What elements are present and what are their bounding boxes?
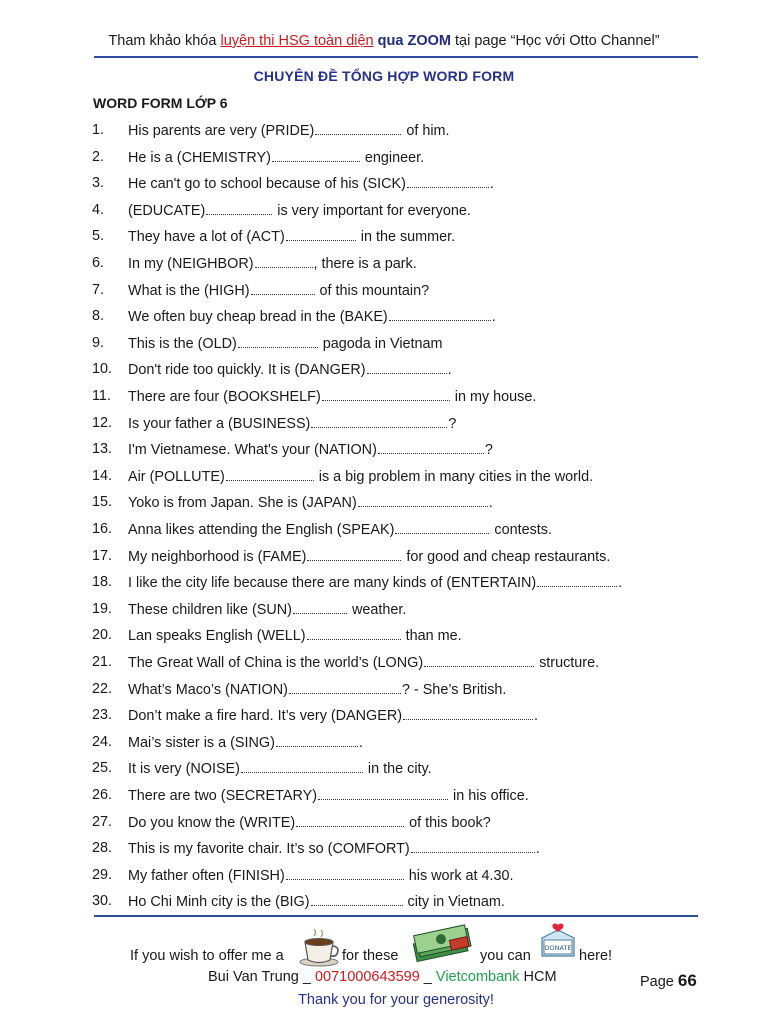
question-suffix: weather. [347, 601, 407, 618]
question-number: 16. [92, 521, 113, 537]
question-suffix: is a big problem in many cities in the world. [314, 468, 594, 485]
question-prompt: (EDUCATE) [128, 202, 206, 219]
question-text [128, 626, 462, 645]
question-text [128, 839, 540, 858]
question-text [128, 892, 505, 911]
question-suffix: . [447, 362, 452, 379]
page-number [640, 971, 697, 991]
question-number: 10. [92, 361, 113, 378]
question-text [128, 493, 493, 512]
question-prompt: In my (NEIGHBOR) [128, 256, 254, 272]
answer-blank[interactable] [238, 334, 318, 348]
question-suffix: in my house. [450, 389, 537, 405]
question-suffix: of this book? [405, 814, 491, 831]
question-number: 23. [92, 707, 113, 724]
bottom-divider [94, 915, 698, 917]
question-number: 21. [92, 654, 113, 670]
question-prompt: We often buy cheap bread in the (BAKE) [128, 309, 388, 326]
question-prompt: The Great Wall of China is the world’s (LONG) [128, 655, 424, 671]
question-text [128, 360, 452, 379]
answer-blank[interactable] [378, 440, 484, 454]
question-suffix: ? [484, 442, 493, 459]
answer-blank[interactable] [276, 733, 358, 747]
question-suffix: in his office. [449, 788, 529, 804]
question-prompt: This is my favorite chair. It’s so (COMFORT) [128, 841, 410, 858]
question-number: 24. [92, 733, 113, 750]
answer-blank[interactable] [424, 653, 534, 667]
question-number: 17. [92, 547, 113, 564]
question-suffix: . [489, 176, 494, 193]
question-text [128, 387, 536, 406]
question-suffix: city in Vietnam. [403, 894, 505, 911]
question-prompt: This is the (OLD) [128, 335, 237, 352]
offer-text-1: If you wish to offer me a [130, 948, 284, 964]
coffee-cup-icon [298, 928, 340, 972]
question-number: 27. [92, 813, 113, 830]
question-prompt: Lan speaks English (WELL) [128, 628, 306, 645]
answer-blank[interactable] [395, 520, 489, 534]
question-text [128, 467, 593, 486]
answer-blank[interactable] [318, 786, 448, 800]
question-prompt: He is a (CHEMISTRY) [128, 149, 271, 166]
question-text [128, 307, 496, 326]
question-text [128, 759, 432, 778]
question-suffix: than me. [401, 628, 462, 645]
question-number: 15. [92, 494, 113, 511]
answer-blank[interactable] [296, 813, 404, 827]
question-suffix: . [488, 495, 493, 512]
header-text-zoom: qua ZOOM [373, 33, 451, 49]
answer-blank[interactable] [315, 121, 401, 135]
question-prompt: He can't go to school because of his (SICK) [128, 176, 406, 193]
page-label: Page [640, 974, 678, 990]
question-number: 5. [92, 228, 105, 245]
question-prompt: What’s Maco’s (NATION) [128, 681, 288, 698]
question-text [128, 121, 450, 140]
question-suffix: . [491, 309, 496, 326]
answer-blank[interactable] [403, 706, 533, 720]
question-prompt: Do you know the (WRITE) [128, 814, 296, 831]
answer-blank[interactable] [537, 573, 617, 587]
question-number: 19. [92, 600, 113, 617]
question-suffix: his work at 4.30. [404, 867, 514, 884]
thank-you-note: Thank you for your generosity! [298, 992, 494, 1008]
question-prompt: My neighborhood is (FAME) [128, 548, 307, 565]
question-text [128, 201, 471, 220]
question-prompt: I like the city life because there are many kinds of (ENTERTAIN) [128, 575, 537, 592]
question-suffix: pagoda in Vietnam [318, 335, 443, 352]
question-text [128, 227, 455, 246]
question-text [128, 414, 456, 433]
question-prompt: Anna likes attending the English (SPEAK) [128, 522, 395, 538]
question-number: 25. [92, 760, 113, 777]
question-number: 3. [92, 175, 105, 192]
answer-blank[interactable] [206, 201, 272, 215]
question-text [128, 520, 552, 539]
top-divider [94, 56, 698, 58]
question-prompt: What is the (HIGH) [128, 282, 250, 299]
question-text [128, 680, 506, 699]
document-title: CHUYÊN ĐỀ TỔNG HỢP WORD FORM [253, 68, 515, 84]
donate-box-icon [538, 922, 578, 966]
question-number: 30. [92, 893, 113, 910]
question-suffix: in the summer. [356, 229, 456, 246]
question-text [128, 600, 406, 619]
answer-blank[interactable] [226, 467, 314, 481]
answer-blank[interactable] [286, 227, 356, 241]
answer-blank[interactable] [389, 307, 491, 321]
question-number: 11. [92, 388, 111, 404]
page-header [0, 33, 768, 49]
question-number: 1. [92, 122, 105, 138]
question-number: 8. [92, 308, 105, 325]
offer-text-3: you can [480, 948, 531, 964]
question-text [128, 733, 363, 752]
question-number: 20. [92, 627, 113, 644]
svg-text:DONATE: DONATE [544, 944, 572, 952]
question-suffix: of this mountain? [315, 282, 430, 299]
question-number: 12. [92, 414, 113, 431]
answer-blank[interactable] [286, 866, 404, 880]
question-prompt: Don't ride too quickly. It is (DANGER) [128, 362, 366, 379]
question-text [128, 813, 491, 832]
answer-blank[interactable] [241, 759, 363, 773]
question-suffix: contests. [490, 522, 552, 538]
money-stack-icon [410, 924, 474, 968]
bank-city: HCM [519, 969, 557, 985]
question-text [128, 786, 529, 805]
question-number: 26. [92, 787, 113, 803]
question-number: 13. [92, 441, 113, 458]
question-text [128, 653, 599, 672]
question-suffix: engineer. [360, 149, 425, 166]
question-text [128, 866, 514, 885]
question-prompt: They have a lot of (ACT) [128, 229, 285, 246]
offer-text-2: for these [342, 948, 399, 964]
question-suffix: , there is a park. [313, 256, 417, 272]
bank-info-line [208, 969, 557, 985]
question-prompt: Air (POLLUTE) [128, 468, 225, 485]
question-prompt: There are four (BOOKSHELF) [128, 389, 321, 405]
page-number-value: 66 [677, 971, 697, 990]
question-text [128, 440, 493, 459]
question-number: 22. [92, 680, 113, 697]
answer-blank[interactable] [255, 254, 313, 268]
answer-blank[interactable] [311, 892, 403, 906]
answer-blank[interactable] [311, 414, 447, 428]
answer-blank[interactable] [293, 600, 347, 614]
bank-name: Vietcombank [435, 969, 520, 985]
question-number: 14. [92, 467, 113, 484]
question-number: 6. [92, 255, 105, 271]
question-prompt: I'm Vietnamese. What's your (NATION) [128, 442, 377, 459]
answer-blank[interactable] [411, 839, 535, 853]
question-number: 7. [92, 281, 105, 298]
question-prompt: Yoko is from Japan. She is (JAPAN) [128, 495, 357, 512]
question-text [128, 547, 610, 566]
answer-blank[interactable] [307, 626, 401, 640]
answer-blank[interactable] [307, 547, 401, 561]
question-suffix: in the city. [363, 761, 432, 778]
answer-blank[interactable] [322, 387, 450, 401]
question-text [128, 573, 622, 592]
section-subtitle: WORD FORM LỚP 6 [93, 95, 228, 111]
offer-text-4: here! [579, 948, 613, 964]
question-suffix: ? [448, 415, 457, 432]
question-number: 2. [92, 148, 105, 165]
question-text [128, 281, 429, 300]
question-number: 28. [92, 840, 113, 857]
account-holder: Bui Van Trung _ [208, 969, 315, 985]
header-course-link[interactable]: luyện thi HSG toàn diện [220, 33, 374, 49]
question-suffix: ? - She’s British. [401, 681, 507, 698]
answer-blank[interactable] [289, 680, 401, 694]
answer-blank[interactable] [407, 174, 489, 188]
question-prompt: My father often (FINISH) [128, 867, 285, 884]
question-number: 4. [92, 201, 105, 218]
question-prompt: Ho Chi Minh city is the (BIG) [128, 894, 310, 911]
answer-blank[interactable] [251, 281, 315, 295]
question-suffix: . [358, 734, 363, 751]
question-prompt: These children like (SUN) [128, 601, 292, 618]
question-text [128, 706, 538, 725]
account-number: 0071000643599 [314, 969, 420, 985]
question-suffix: . [535, 841, 540, 858]
question-suffix: . [618, 575, 623, 592]
question-prompt: Mai’s sister is a (SING) [128, 734, 275, 751]
question-text [128, 148, 424, 167]
question-number: 29. [92, 866, 113, 883]
question-number: 18. [92, 574, 113, 591]
question-number: 9. [92, 334, 105, 351]
header-text-1: Tham khảo khóa [108, 33, 221, 49]
question-prompt: Is your father a (BUSINESS) [128, 415, 311, 432]
question-prompt: It is very (NOISE) [128, 761, 240, 778]
question-suffix: structure. [535, 655, 600, 671]
question-prompt: His parents are very (PRIDE) [128, 123, 315, 139]
question-text [128, 254, 417, 273]
question-text [128, 174, 494, 193]
header-text-3: tại page “Học với Otto Channel” [450, 33, 660, 49]
question-prompt: There are two (SECRETARY) [128, 788, 317, 804]
question-text [128, 334, 443, 353]
question-suffix: . [534, 708, 539, 725]
question-suffix: for good and cheap restaurants. [402, 548, 611, 565]
question-suffix: is very important for everyone. [273, 202, 471, 219]
answer-blank[interactable] [358, 493, 488, 507]
answer-blank[interactable] [367, 360, 447, 374]
question-prompt: Don’t make a fire hard. It’s very (DANGER) [128, 708, 403, 725]
question-suffix: of him. [402, 123, 450, 139]
answer-blank[interactable] [272, 148, 360, 162]
bank-separator: _ [419, 969, 436, 985]
